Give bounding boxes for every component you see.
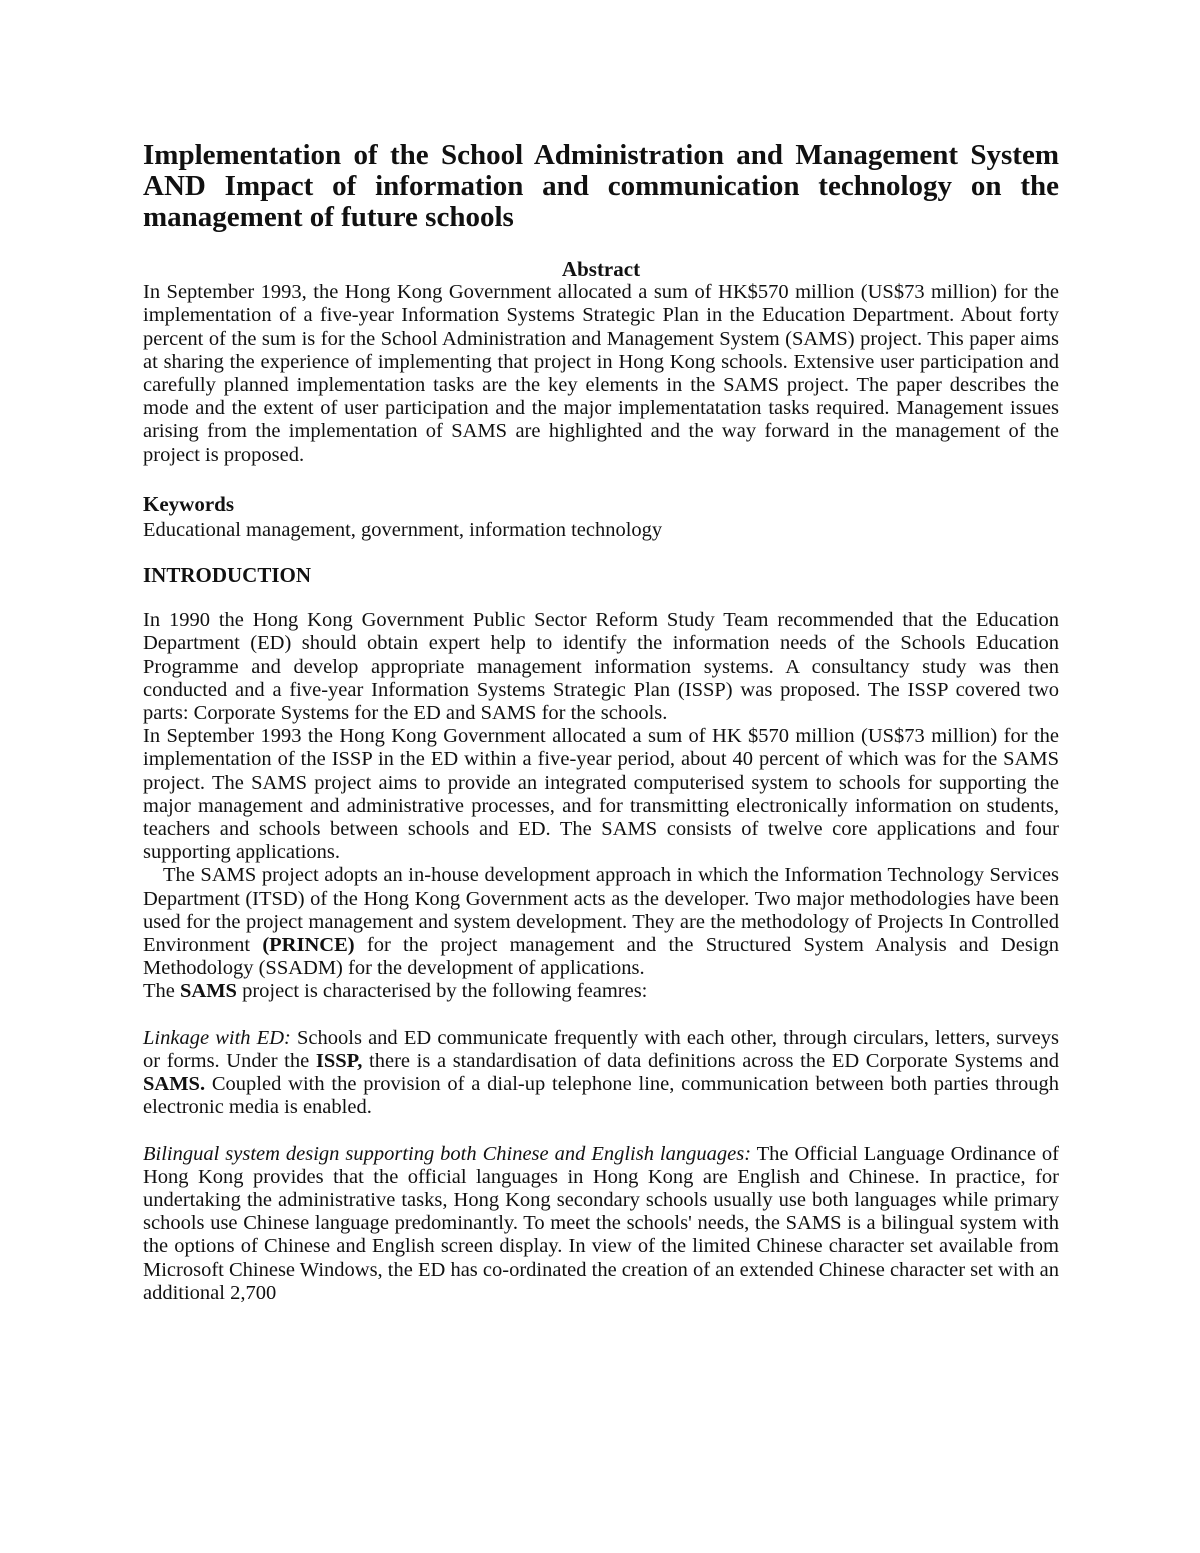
sams-term-2: SAMS. [143,1073,206,1096]
abstract-text: In September 1993, the Hong Kong Government allocated a sum of HK$570 million (US$73 million) for the implementation of a five-year Information Systems Strategic Plan in the Education Department. About forty percent of the sum is for the School Administration and Management System (SAMS) project. This paper aims at sharing the experience of implementing that project in Hong Kong schools. Extensive user participation and carefully planned implementation tasks are the key elements in the SAMS project. The paper describes the mode and the extent of user participation and the major implementatation tasks required. Management issues arising from the implementation of SAMS are highlighted and the way forward in the management of the project is proposed. [143,281,1059,466]
paper-title: Implementation of the School Administration and Management System AND Impact of information and communication technology on the management of future schools [143,139,1059,233]
p3-text-a: The SAMS project adopts an in-house development approach in which the Information Technology Services Department (ITSD) of the Hong Kong Government acts as the developer. Two major methodologies have been used for the project management and system development. They are the methodology of Projects In Controlled Environment [143,864,1059,957]
bilingual-label: Bilingual system design supporting both Chinese and English languages: [143,1142,752,1165]
linkage-text-e: Coupled with the provision of a dial-up telephone line, communication between both parties through electronic media is enabled. [143,1073,1059,1119]
keywords-heading: Keywords [143,491,234,516]
document-page [143,140,1059,1305]
sams-term: SAMS [180,980,237,1003]
p3-text-c: for the project management and the Structured System Analysis and Design Methodology (SSADM) for the development of applications. [143,934,1059,980]
intro-paragraph-2: In September 1993 the Hong Kong Government allocated a sum of HK $570 million (US$73 million) for the implementation of the ISSP in the ED within a five-year period, about 40 percent of which was for the SAMS project. The SAMS project aims to provide an integrated computerised system to schools for supporting the major management and administrative processes, and for transmitting electronically information on students, teachers and schools between schools and ED. The SAMS consists of twelve core applications and four supporting applications. [143,725,1059,864]
introduction-heading: INTRODUCTION [143,563,312,588]
linkage-text-a: Schools and ED communicate frequently with each other, through circulars, letters, surveys or forms. Under the [143,1026,1060,1072]
intro-paragraph-4 [143,980,1059,1003]
p4-text-a: The [143,980,180,1003]
linkage-text-c: there is a standardisation of data definitions across the ED Corporate Systems and [362,1049,1059,1072]
intro-paragraph-1: In 1990 the Hong Kong Government Public Sector Reform Study Team recommended that the Education Department (ED) should obtain expert help to identify the information needs of the Schools Education Programme and develop appropriate management information systems. A consultancy study was then conducted and a five-year Information Systems Strategic Plan (ISSP) was proposed. The ISSP covered two parts: Corporate Systems for the ED and SAMS for the schools. [143,609,1059,725]
issp-term: ISSP, [315,1049,363,1072]
bilingual-text: The Official Language Ordinance of Hong Kong provides that the official languages in Hong Kong are English and Chinese. In practice, for undertaking the administrative tasks, Hong Kong secondary schools usually use both languages while primary schools use Chinese language predominantly. To meet the schools' needs, the SAMS is a bilingual system with the options of Chinese and English screen display. In view of the limited Chinese character set available from Microsoft Chinese Windows, the ED has co-ordinated the creation of an extended Chinese character set with an additional 2,700 [143,1142,1059,1304]
keywords-text: Educational management, government, information technology [143,518,663,541]
linkage-label: Linkage with ED: [143,1026,291,1049]
p4-text-c: project is characterised by the following feamres: [236,980,648,1003]
bilingual-paragraph [143,1143,1059,1305]
abstract-heading: Abstract [561,257,641,281]
linkage-paragraph [143,1027,1059,1120]
intro-paragraph-3 [143,864,1059,980]
prince-term: (PRINCE) [262,934,355,957]
